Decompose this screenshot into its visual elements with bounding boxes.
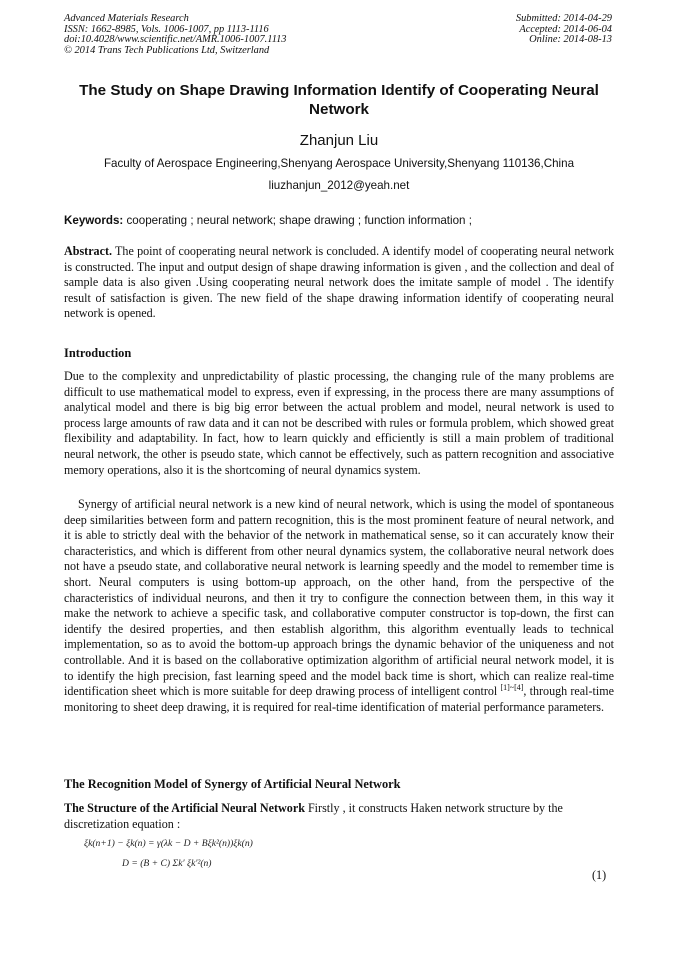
abstract [64, 244, 614, 322]
abstract-text: The point of cooperating neural network is concluded. A identify model of cooperating neural network is constructed. The input and output design of shape drawing information is given , and the collection and deal of sample data is also given .Using cooperating neural network does the imitate sample of model . The identify result of satisfaction is given. The new field of the shape drawing information identify of cooperating neural network is opened. [64, 244, 614, 321]
introduction-paragraph-1: Due to the complexity and unpredictability of plastic processing, the changing rule of the many problems are difficult to use mathematical model to express, even if expressing, in the process there are many assumptions of analytical model and there is big big error between the actual problem and model, neural network is used to process large amounts of raw data and it can not be described with rules or formula problem, which showed great flexibility and adaptability. In fact, how to learn quickly and efficiently is still a main problem of traditional neural network, the other is pseudo state, which cannot be effectively, such as pattern recognition and associative memory operations, also it is the shortcoming of neural dynamics system. [64, 369, 614, 477]
subsection-label: The Structure of the Artificial Neural Network [64, 801, 305, 815]
journal-name: Advanced Materials Research [64, 13, 189, 24]
online-date: Online: 2014-08-13 [529, 34, 612, 46]
structure-paragraph [64, 801, 614, 832]
author-affiliation: Faculty of Aerospace Engineering,Shenyang Aerospace University,Shenyang 110136,China [103, 157, 575, 170]
issn-line: ISSN: 1662-8985, Vols. 1006-1007, pp 1113-1116 [64, 23, 269, 35]
keywords-label: Keywords: [64, 214, 124, 227]
paper-title: The Study on Shape Drawing Information Identify of Cooperating Neural Network [79, 82, 599, 118]
accepted-date: Accepted: 2014-06-04 [519, 23, 612, 35]
paragraph-text: Synergy of artificial neural network is a new kind of neural network, which is using the model of spontaneous deep similarities between form and pattern recognition, this is the most prominent feature of neural network, and it is able to strictly deal with the behavior of the network in mathematical sense, so it can accurately know their characteristics, and which is different from other neural dynamics system, the collaborative neural network does not have a pseudo state, and collaborative neural network is learning speedly and the model to remember time is short. Neural computers is using bottom-up approach, on the other hand, from the perspective of the characteristics of individual neurons, and then it try to configure the connection between them, in this way it make the network to achieve a specific task, and collaborative computer constructor is top-down, the first can identify the desired properties, and then establish algorithm, this algorithm eventually leads to technical implementation, so as to avoid the bottom-up approach brings the dynamic behavior of the uniqueness and not controllable. And it is based on the collaborative optimization algorithm of artificial neural network model, it is to identify the high precision, fast learning speed and the model back time is short, which can realize real-time identification sheet which is more suitable for deep drawing process of intelligent control [64, 497, 614, 699]
keywords [64, 214, 624, 227]
copyright-line: © 2014 Trans Tech Publications Ltd, Switzerland [64, 44, 270, 56]
journal-header-left [64, 14, 287, 56]
paragraph-text-end: , through real-time monitoring to sheet deep drawing, it is required for real-time identification of material performance parameters. [64, 684, 614, 714]
doi-line: doi:10.4028/www.scientific.net/AMR.1006-1007.1113 [64, 34, 287, 46]
author-email: liuzhanjun_2012@yeah.net [268, 179, 410, 192]
section-heading-recognition-model: The Recognition Model of Synergy of Artificial Neural Network [64, 777, 401, 791]
equation-line-2: D = (B + C) Σk′ ξk′²(n) [122, 858, 212, 869]
author-name: Zhanjun Liu [299, 132, 379, 149]
abstract-label: Abstract. [64, 244, 113, 258]
equation-number: (1) [592, 868, 607, 882]
journal-header-right [516, 14, 612, 46]
structure-text: Firstly , it constructs Haken network structure by the discretization equation : [64, 801, 563, 831]
equation-line-1: ξk(n+1) − ξk(n) = γ(λk − D + Bξk²(n))ξk(n) [84, 838, 253, 849]
submitted-date: Submitted: 2014-04-29 [515, 13, 612, 24]
section-heading-introduction: Introduction [64, 346, 132, 360]
citation: [1]~[4] [500, 683, 524, 693]
keywords-text: cooperating ; neural network; shape drawing ; function information ; [123, 214, 472, 227]
introduction-paragraph-2 [64, 497, 614, 715]
